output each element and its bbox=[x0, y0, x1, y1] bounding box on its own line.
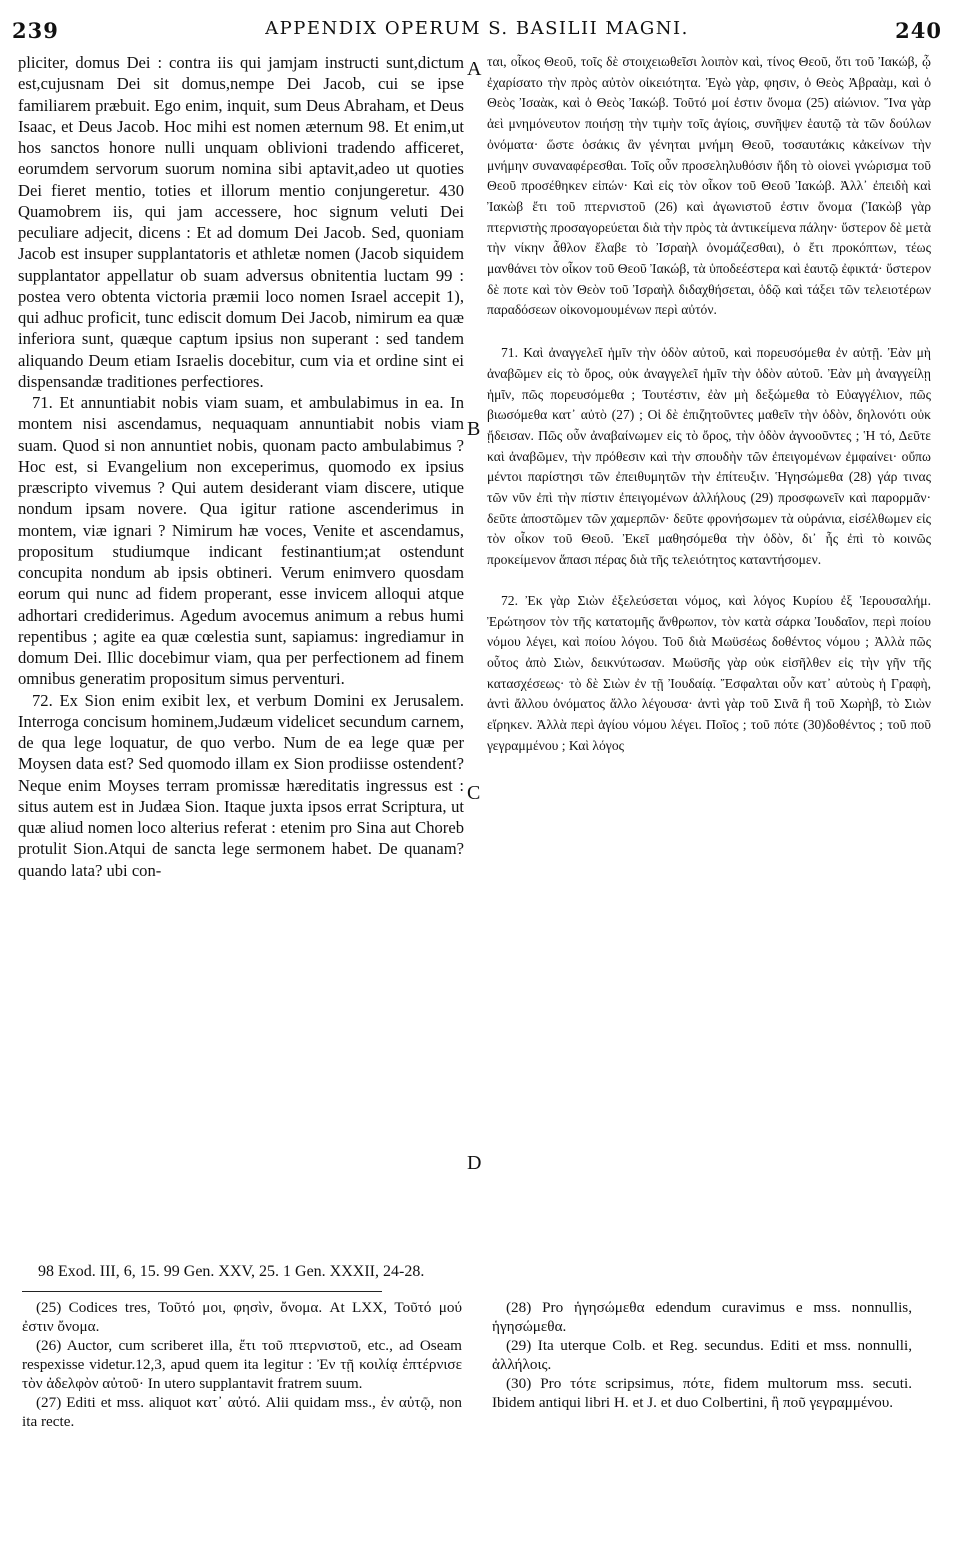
latin-column bbox=[18, 52, 464, 881]
margin-letter-c: C bbox=[467, 782, 481, 804]
footnote-30: (30) Pro τότε scripsimus, πότε, fidem multorum mss. secuti. Ibidem antiqui libri H. et J. et duo Colbertini, ἢ ποῦ γεγραμμένου. bbox=[492, 1375, 912, 1411]
latin-paragraph-intro: pliciter, domus Dei : contra iis qui jamjam instructi sunt,dictum est,cujusnam Dei sit domus,nempe Dei Jacob, cui se ipse familiarem præbuit. Ego enim, inquit, sum Deus Abraham, et Deus Isaac, et Deus Jacob. Hoc mihi est nomen æternum 98. Et enim,ut hos sanctos honore nulli unquam oblivioni tradendo afficeret, eorumdem servorum suorum nomina sibi aptavit,adeo ut quoties Dei fieret mentio, toties et illorum mentio conjungeretur. 430 Quamobrem iis, qui jam accessere, hoc signum veluti Dei peculiare adjecit, dicens : Et ad domum Dei Jacob. Sed, quoniam Jacob est insuper supplantatoris et athletæ nomen (Jacob siquidem supplantator appellatur ob suam adversus obnitentia luctam 99 : postea vero obtenta victoria præmii loco nomen Israel accepit 1), qui adhuc proficit, tunc ediscit domum Dei Jacob, nimirum ea quæ inferiora sunt, quæque captum ipsius non superant : sed tandem aliquando Deum etiam Israelis docebitur, cum via et ordine sint ei dispensandæ traditiones perfectiores. bbox=[18, 53, 464, 391]
footnote-28: (28) Pro ἡγησώμεθα edendum curavimus e mss. nonnullis, ἡγησώμεθα. bbox=[492, 1299, 912, 1335]
footnotes-left bbox=[22, 1298, 462, 1431]
footnote-27: (27) Editi et mss. aliquot κατ᾽ αὐτό. Alii quidam mss., ἐν αὐτῷ, non ita recte. bbox=[22, 1394, 462, 1430]
footnote-divider bbox=[22, 1291, 382, 1292]
greek-column bbox=[487, 52, 931, 757]
margin-letter-b: B bbox=[467, 418, 481, 440]
left-page-number: 239 bbox=[12, 18, 59, 43]
greek-paragraph-71: 71. Καὶ ἀναγγελεῖ ἡμῖν τὴν ὁδὸν αὐτοῦ, καὶ πορευσόμεθα ἐν αὐτῇ. Ἐὰν μὴ ἀναβῶμεν εἰς τὸ ὄρος, οὐκ ἀναγγελεῖ ἡμῖν τὴν ὁδὸν αὐτοῦ. Ἐὰν μὴ ἀναγγείλῃ ἡμῖν, πῶς πορευσόμεθα ; Τουτέστιν, ἐὰν μὴ δεξώμεθα τὸ Εὐαγγέλιον, πῶς βιωσόμεθα κατ᾽ αὐτὸ (27) ; Οἱ δὲ ἐπιζητοῦντες μαθεῖν τὴν ὁδὸν, δηλονότι οὐκ ᾔδεισαν. Πῶς οὖν ἀναβαίνωμεν εἰς τὸ ὄρος, τὴν ὁδὸν ἀγνοοῦντες ; Ἡ τό, Δεῦτε καὶ ἀναβῶμεν, τὴν πρόθεσιν καὶ τὴν σπουδὴν τῶν ἐπειγομένων ἐμφαίνει· οὔπω μέντοι παρίστησι τῶν ἐπειθυμητῶν τὴν ἐπίτευξιν. Ἡγησώμεθα (28) γάρ τινας τῶν νῦν ἐπὶ τὴν πίστιν ἐπειγομένων ἀλλήλους (29) προσφωνεῖν καὶ παρορμᾶν· δεῦτε ἀποστῶμεν τῶν χαμερπῶν· δεῦτε φρονήσωμεν τὰ οὐράνια, εἰσέλθωμεν εἰς τὸν οἶκον τοῦ Θεοῦ. Ἐκεῖ μαθησόμεθα τὴν ὁδὸν, δι᾽ ἧς ἐπὶ τὸ κοινῶς προκείμενον ἅπασι πέρας διὰ τῆς τελειότητος καταντήσομεν. bbox=[487, 345, 931, 568]
scripture-references: 98 Exod. III, 6, 15. 99 Gen. XXV, 25. 1 Gen. XXXII, 24-28. bbox=[38, 1263, 425, 1280]
greek-paragraph-intro: ται, οἶκος Θεοῦ, τοῖς δὲ στοιχειωθεῖσι λοιπὸν καὶ, τίνος Θεοῦ, ὅτι τοῦ Ἰακώβ, ᾧ ἐχαρίσατο τὴν πρὸς αὐτὸν οἰκειότητα. Ἐγὼ γὰρ, φησιν, ὁ Θεὸς Ἀβραὰμ, καὶ ὁ Θεὸς Ἰσαὰκ, καὶ ὁ Θεὸς Ἰακώβ. Τοῦτό μοί ἐστιν ὄνομα (25) αἰώνιον. Ἵνα γὰρ ἀεὶ μνημόνευτον ποιήσῃ τὴν τιμὴν τοῖς ἁγίοις, συνῆψεν ἑαυτῷ τὰ τῶν δούλων ὀνόματα· ὥστε ὁσάκις ἂν γένηται μνήμη Θεοῦ, τοσαυτάκις κἀκείνων τὴν μνήμην συναναφέρεσθαι. Τοῖς οὖν προσεληλυθόσιν ἤδη τὸ οἱονεὶ γνώρισμα τοῦ Θεοῦ προσέθηκεν εἰπών· Καὶ εἰς τὸν οἶκον τοῦ Θεοῦ Ἰακώβ. Ἀλλ᾽ ἐπειδὴ καὶ Ἰακὼβ ἔτι τοῦ πτερνιστοῦ (26) καὶ ἀγωνιστοῦ ἐστιν ὄνομα (Ἰακὼβ γὰρ πτερνιστὴς προσαγορεύεται διὰ τὴν πρὸς τὰ ἀντικείμενα πάλην· ὕστερον δὲ μετὰ τὴν νίκην ἆθλον ἔλαβε τὸ Ἰσραὴλ ὀνομάζεσθαι), ὁ ἔτι προκόπτων, τέως μανθάνει τὸν οἶκον τοῦ Θεοῦ Ἰακώβ, τὰ ὑποδεέστερα καὶ ἑαυτῷ ἐφικτά· ὕστερον δὲ ποτε καὶ τὸν Θεὸν τοῦ Ἰσραὴλ διδαχθήσεται, ὁδῷ καὶ τάξει τῶν τελειοτέρων παραδόσεων οἰκονομουμένων περὶ αὐτόν. bbox=[487, 54, 931, 318]
footnotes-right bbox=[492, 1298, 912, 1412]
running-title: APPENDIX OPERUM S. BASILII MAGNI. bbox=[265, 18, 689, 39]
margin-letter-d: D bbox=[467, 1152, 482, 1174]
greek-paragraph-72: 72. Ἐκ γὰρ Σιὼν ἐξελεύσεται νόμος, καὶ λόγος Κυρίου ἐξ Ἱερουσαλήμ. Ἐρώτησον τὸν τῆς κατατομῆς ἄνθρωπον, τὸν κατὰ σάρκα Ἰουδαῖον, περὶ ποίου νόμου λέγει, καὶ ποίου λόγου. Τοῦ διὰ Μωϋσέως δοθέντος νόμου ; Ἀλλὰ πῶς οὗτος ἀπὸ Σιὼν, δεικνύτωσαν. Μωϋσῆς γὰρ οὐκ εἰσῆλθεν εἰς τὴν γῆν τῆς κατασχέσεως· τὸ δὲ Σιὼν ἐν τῇ Ἰουδαίᾳ. Ἔσφαλται οὖν κατ᾽ αὐτοὺς ἡ Γραφὴ, ἀντὶ ἄλλου ὀνόματος ἄλλο λέγουσα· ἀντὶ γὰρ τοῦ Σινᾶ ἢ τοῦ Χωρὴβ, τὸ Σιὼν εἴρηκεν. Ἀλλὰ περὶ ἁγίου νόμου λέγει. Ποῖος ; τοῦ πότε (30)δοθέντος ; τοῦ ποῦ γεγραμμένου ; Καὶ λόγος bbox=[487, 592, 931, 753]
latin-paragraph-71: 71. Et annuntiabit nobis viam suam, et ambulabimus in ea. In montem nisi ascendamus, nequaquam annuntiabit nobis viam suam. Quod si non annuntiet nobis, quonam pacto ambulabimus ?Hoc est, si Evangelium non exceperimus, quomodo ex ipsius præscripto vivemus ? Qui autem desiderant viam discere, utique nondum ipsam novere. Qua igitur ratione ascenderimus in montem, viæ ignari ? Nimirum hæ voces, Venite et ascendamus, propositum studiumque indicant festinantium;at ostendunt concupita nondum ab ipsis obtineri. Verum enimvero quosdam eorum qui nunc ad fidem properant, esse invicem alloqui atque adhortari crediderimus. Agedum avocemus animum a rebus humi repentibus ; agite ea quæ cœlestia sunt, sapiamus: ingrediamur in domum Dei. Illic docebimur viam, qua per perfectionem ad finem omnibus generatim propositum simus perventuri. bbox=[18, 393, 464, 689]
page-header bbox=[10, 6, 944, 43]
margin-letter-a: A bbox=[467, 58, 482, 80]
right-page-number: 240 bbox=[895, 18, 942, 43]
footnote-29: (29) Ita uterque Colb. et Reg. secundus. Editi et mss. nonnulli, ἀλλήλοις. bbox=[492, 1337, 912, 1373]
latin-paragraph-72: 72. Ex Sion enim exibit lex, et verbum Domini ex Jerusalem. Interroga concisum hominem,Judæum videlicet secundum carnem, de qua lege loquatur, de quo verbo. Num de ea lege quæ per Moysen data est? Sed quomodo illam ex Sion prodiisse ostendent?Neque enim Moyses terram promissæ hæreditatis ingressus est : situs autem est in Judæa Sion. Itaque juxta ipsos errat Scriptura, ut quæ aliud nomen loco alterius referat : etenim pro Sina aut Choreb protulit Sion.Atqui de sancta lege sermonem habet. De quanam? quando lata? ubi con- bbox=[18, 690, 464, 880]
footnote-25: (25) Codices tres, Τοῦτό μοι, φησὶν, ὄνομα. At LXX, Τοῦτό μού ἐστιν ὄνομα. bbox=[22, 1299, 462, 1335]
footnote-26: (26) Auctor, cum scriberet illa, ἔτι τοῦ πτερνιστοῦ, etc., ad Oseam respexisse videtur.12,3, apud quem ita legitur : Ἐν τῇ κοιλίᾳ ἐπτέρνισε τὸν ἀδελφὸν αὐτοῦ· In utero supplantavit fratrem suum. bbox=[22, 1337, 462, 1392]
